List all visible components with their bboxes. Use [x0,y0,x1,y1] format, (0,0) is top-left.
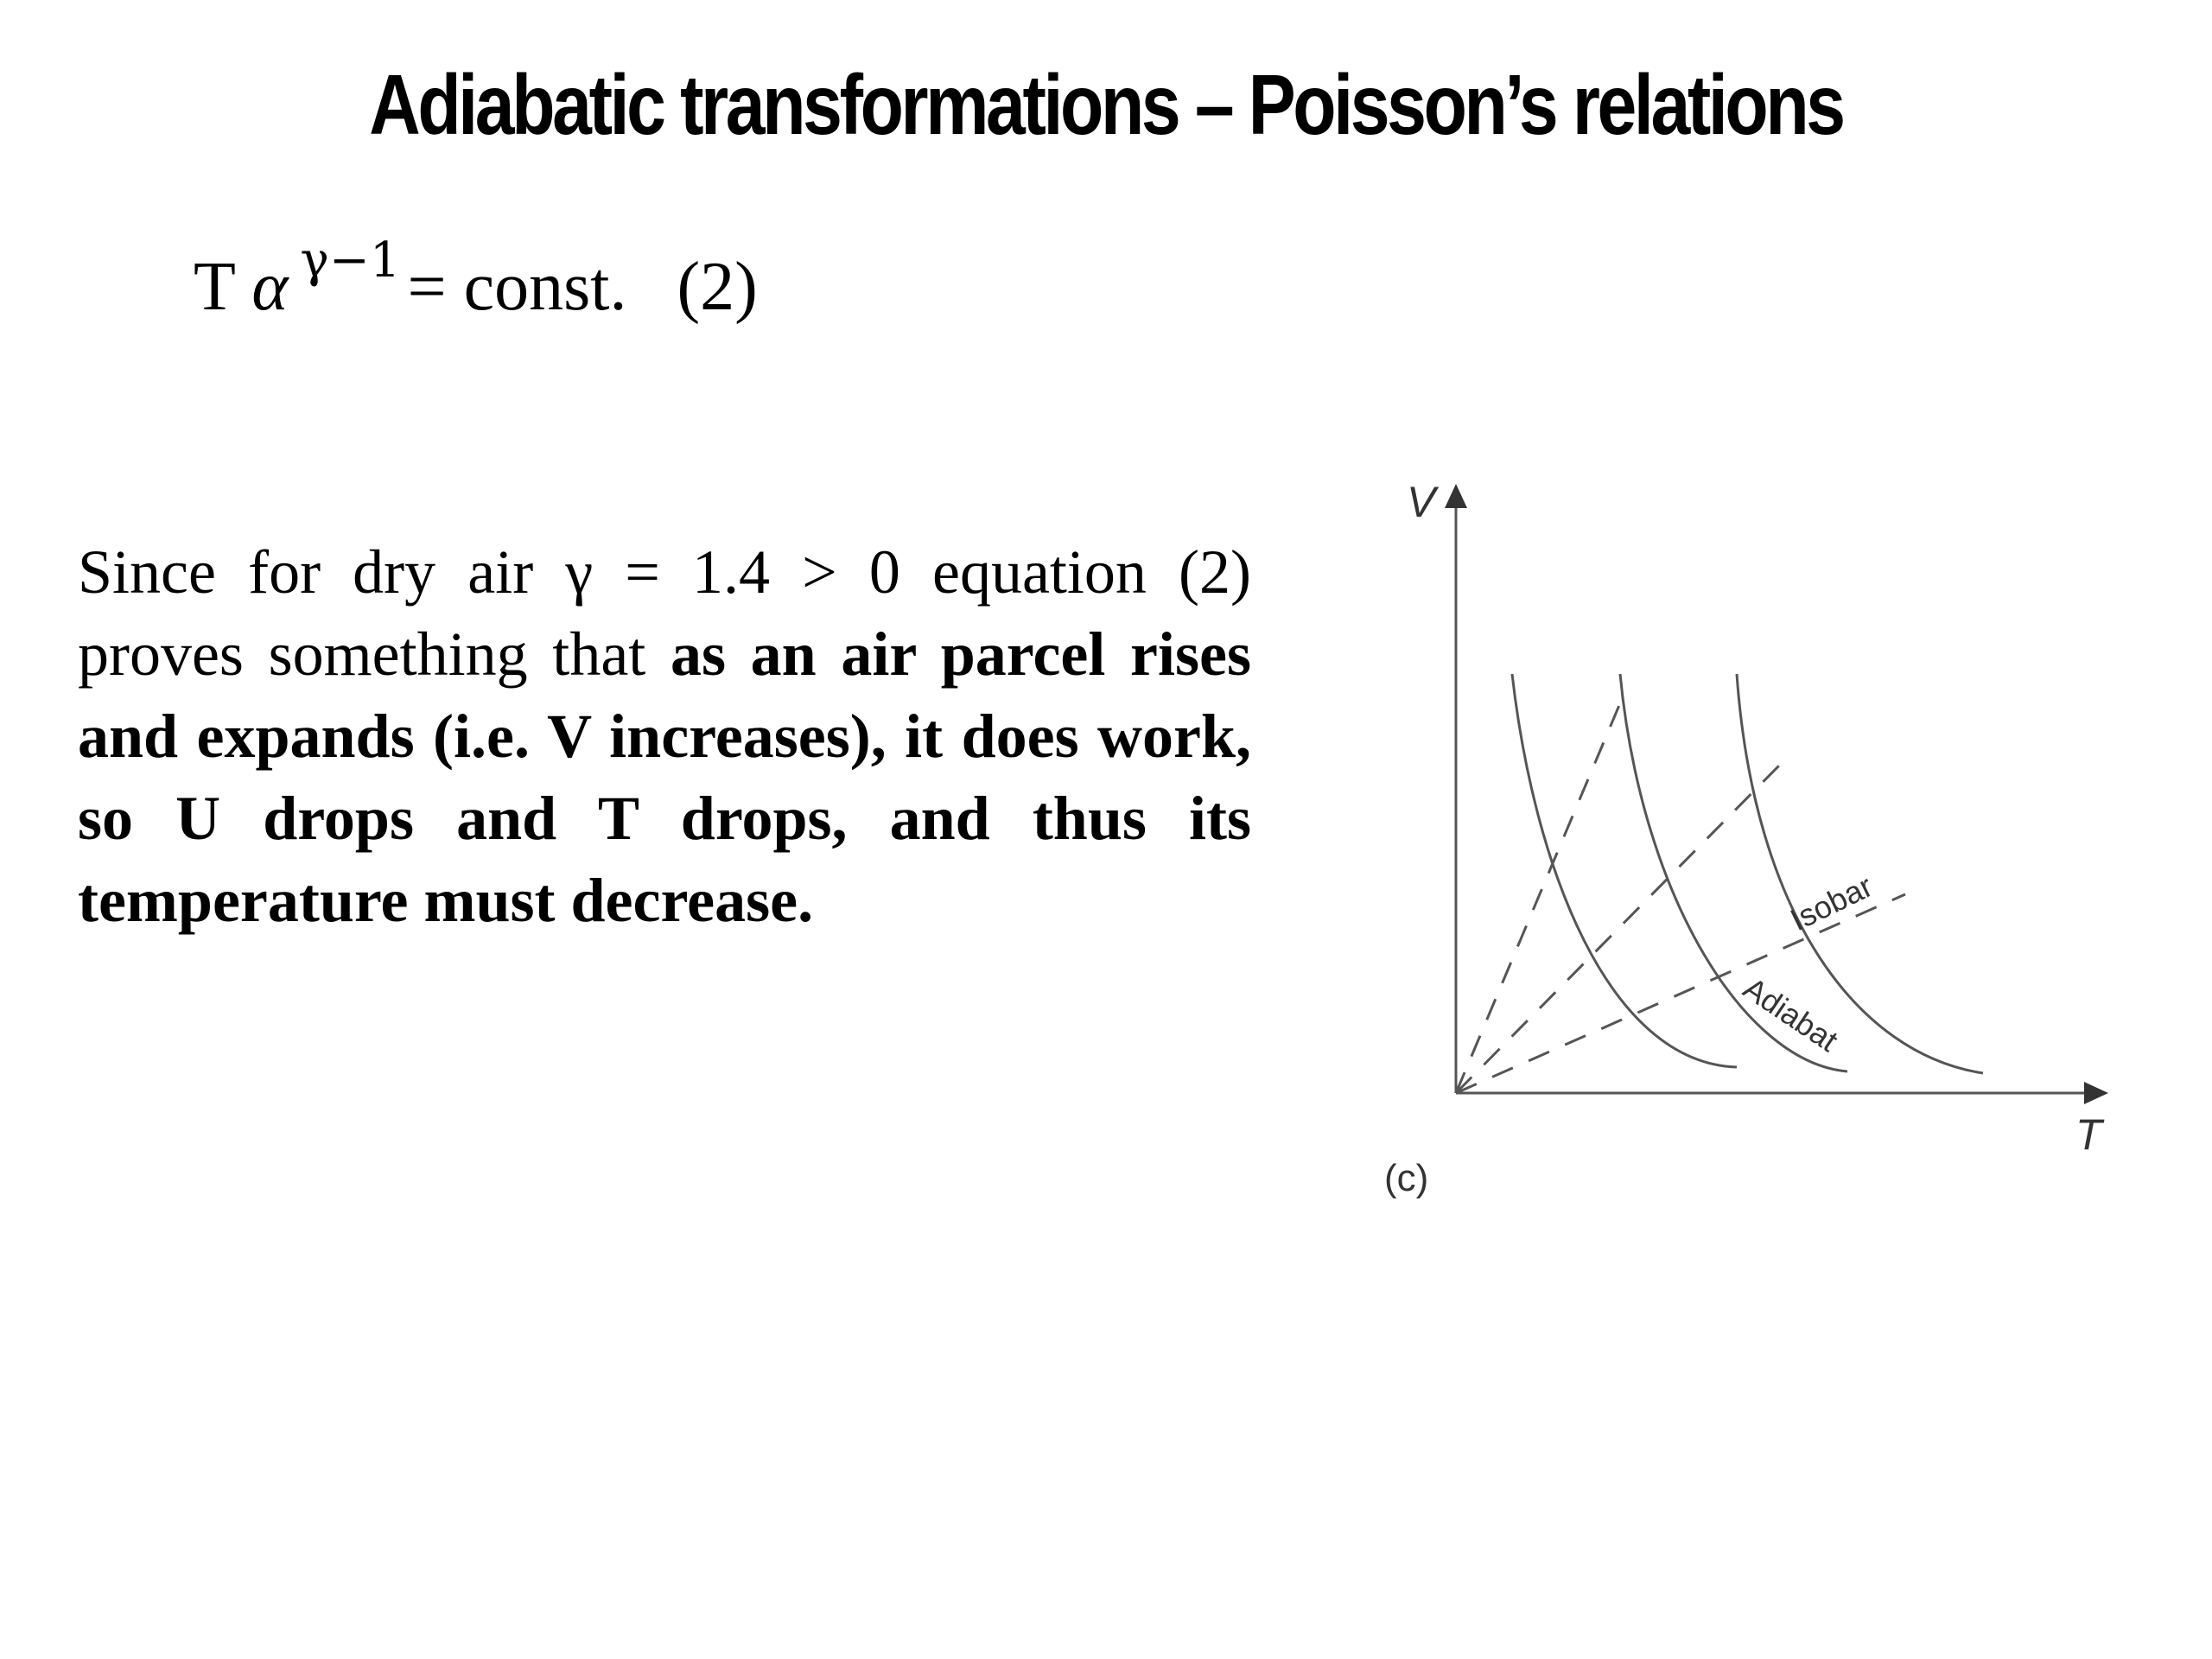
isobar-line-steep [1456,693,1624,1093]
slide-title: Adiabatic transformations – Poisson’s relations [369,57,1843,152]
explanation-paragraph [78,531,1251,942]
explanation-normal-text: Since for dry air γ = 1.4 > 0 equation (2) proves something that [78,537,1251,689]
t-axis-arrowhead [2084,1082,2108,1104]
equation-exponent: γ−1 [300,232,401,289]
adiabat-label: Adiabat [1737,969,1845,1058]
isobar-line-middle [1456,765,1780,1093]
adiabat-curve-1 [1512,674,1737,1067]
v-axis-label: V [1407,478,1436,526]
t-axis-label: T [2075,1110,2102,1159]
isobar-line-shallow [1456,894,1905,1093]
equation-alpha: α [251,249,289,325]
equation-number: (2) [677,249,758,325]
poisson-equation [194,232,758,325]
v-axis-arrowhead [1445,484,1467,508]
adiabat-isobar-diagram [1348,467,2126,1244]
equation-temperature: T [194,249,235,325]
equation-rhs: = const. [407,249,627,325]
panel-label: (c) [1384,1157,1429,1199]
isobar-label: Isobar [1784,868,1878,938]
explanation-bold-text: as an air parcel rises and expands (i.e. V increases), it does work, so U drops and T drops, and thus its temperature must decrease. [78,620,1252,935]
